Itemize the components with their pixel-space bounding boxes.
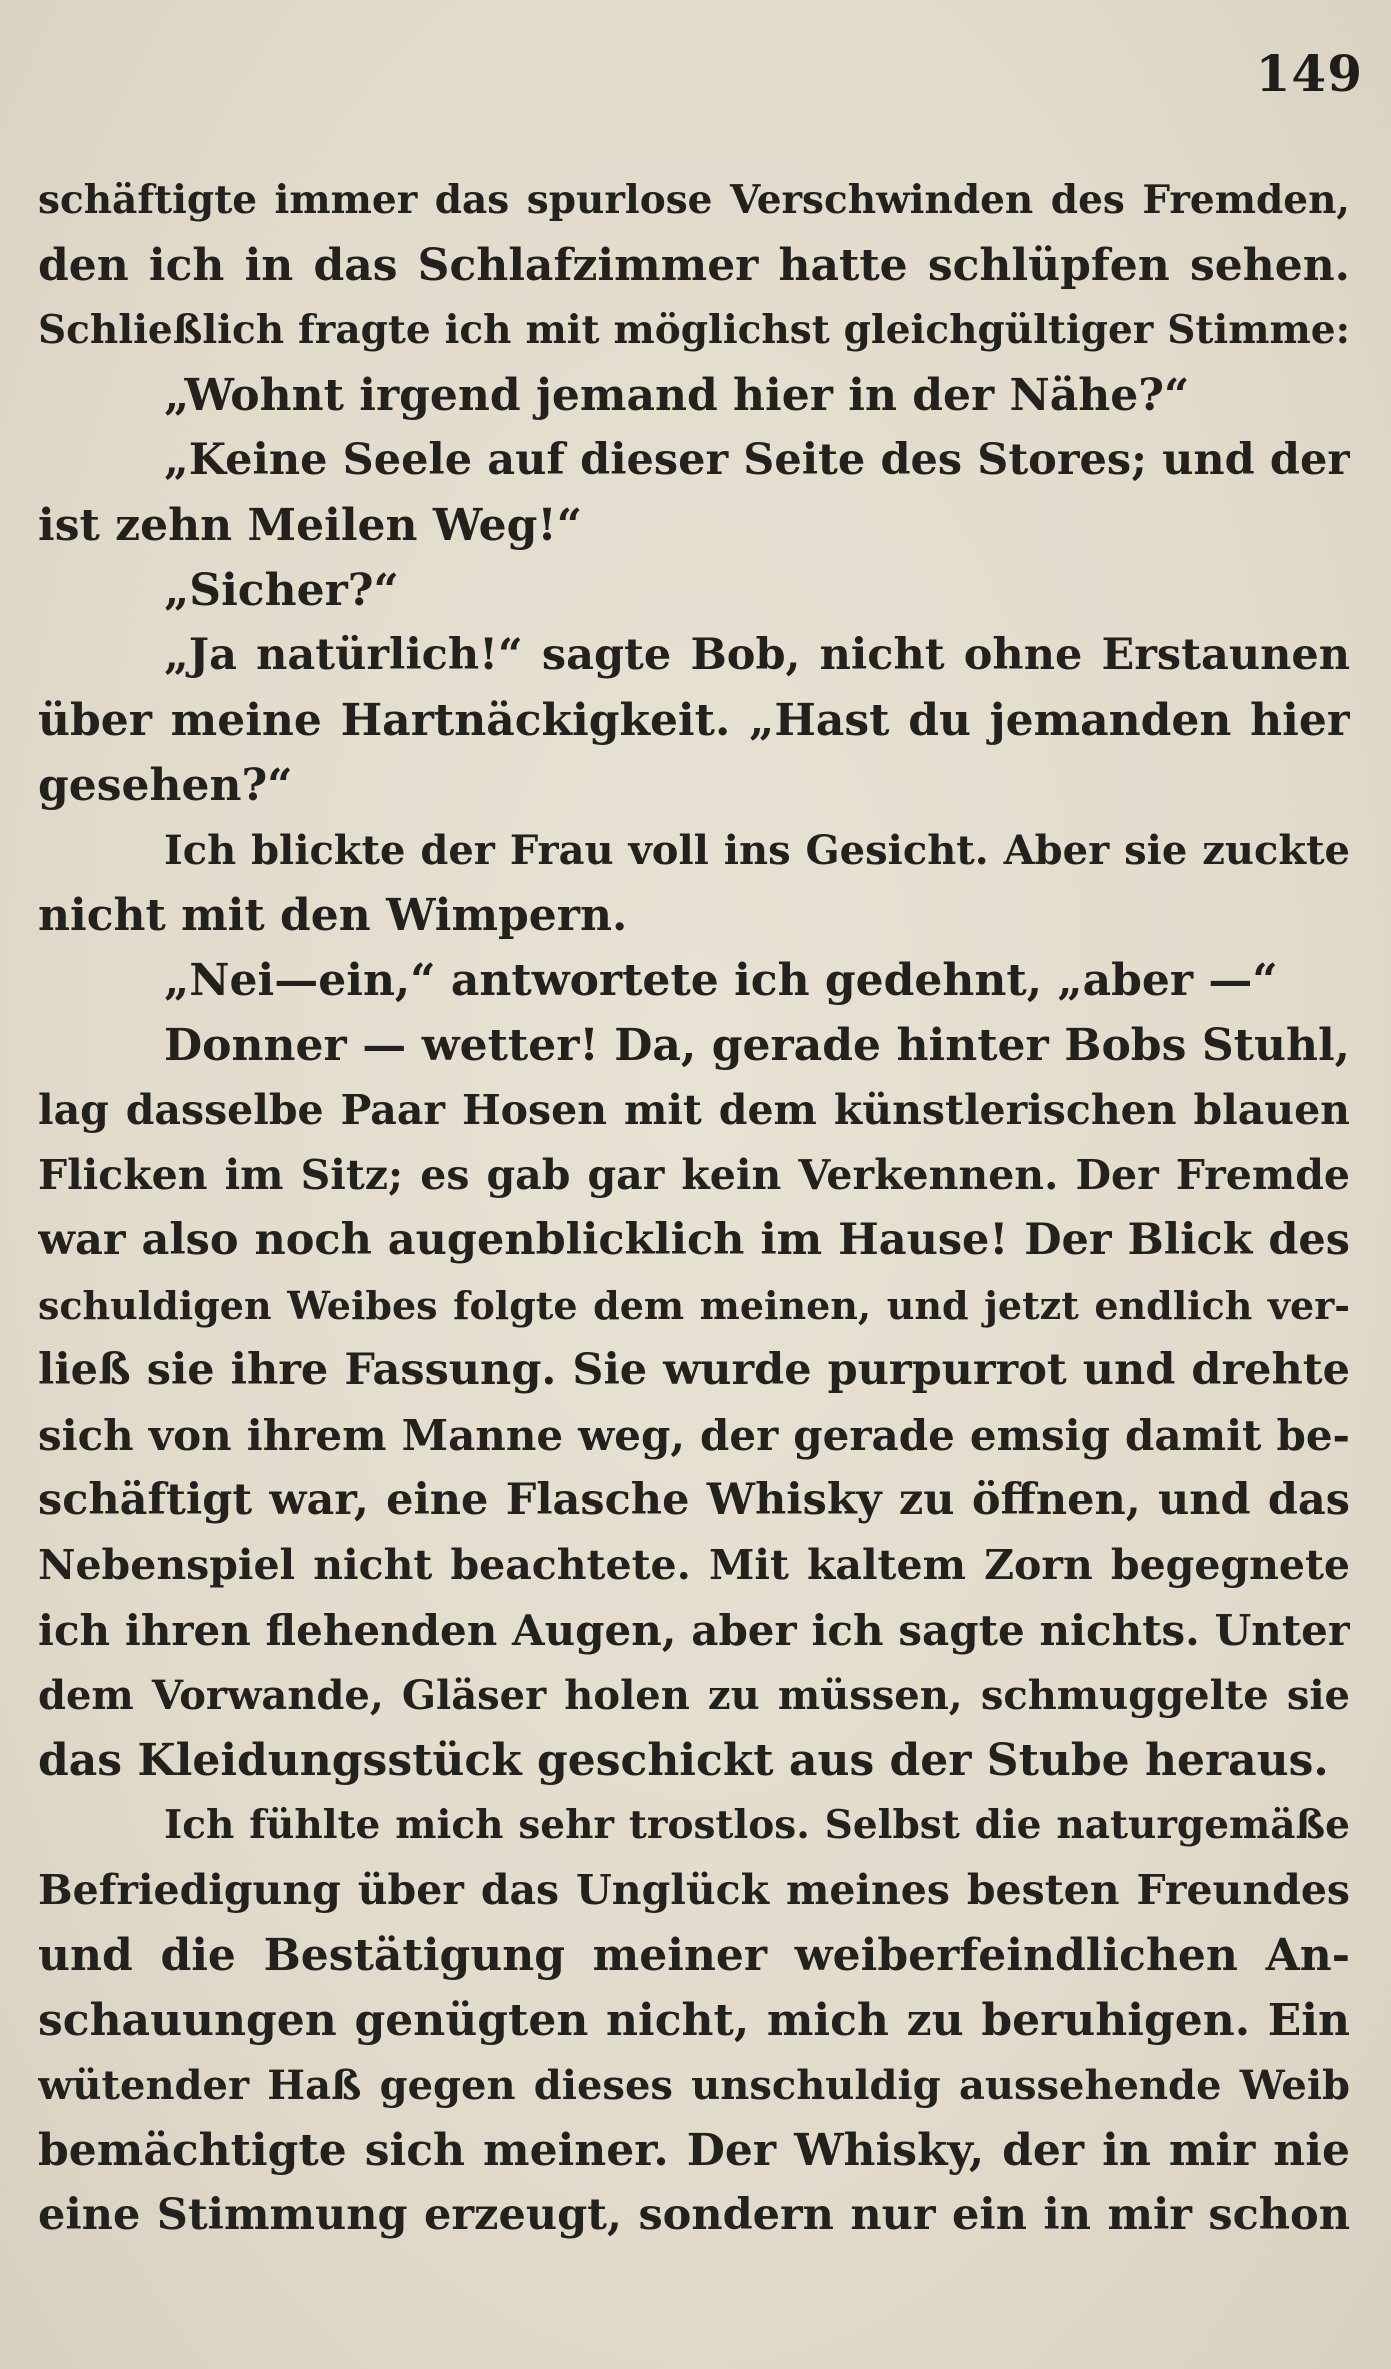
text-line: schauungen genügten nicht, mich zu beruhigen. Ein: [38, 1995, 1350, 2046]
text-line: schuldigen Weibes folgte dem meinen, und jetzt endlich ver-: [38, 1283, 1350, 1328]
text-line: Ich blickte der Frau voll ins Gesicht. Aber sie zuckte: [164, 827, 1350, 874]
text-line: „Ja natürlich!“ sagte Bob, nicht ohne Erstaunen: [164, 630, 1350, 680]
text-line: Ich fühlte mich sehr trostlos. Selbst die naturgemäße: [164, 1802, 1350, 1848]
text-line: Schließlich fragte ich mit möglichst gleichgültiger Stimme:: [38, 307, 1350, 353]
text-line: sich von ihrem Manne weg, der gerade emsig damit be-: [38, 1411, 1350, 1460]
text-line: wütender Haß gegen dieses unschuldig aussehende Weib: [38, 2062, 1350, 2109]
text-line: Nebenspiel nicht beachtete. Mit kaltem Zorn begegnete: [38, 1541, 1350, 1589]
body-text: [38, 168, 1350, 2248]
text-line: ich ihren flehenden Augen, aber ich sagte nichts. Unter: [38, 1606, 1350, 1655]
text-line: „Nei—ein,“ antwortete ich gedehnt, „aber —“: [164, 955, 1278, 1006]
text-line: ließ sie ihre Fassung. Sie wurde purpurrot und drehte: [38, 1345, 1350, 1395]
text-line: schäftigt war, eine Flasche Whisky zu öffnen, und das: [38, 1475, 1350, 1525]
text-line: und die Bestätigung meiner weiberfeindlichen An-: [38, 1930, 1350, 1981]
text-line: das Kleidungsstück geschickt aus der Stube heraus.: [38, 1735, 1329, 1786]
text-line: den ich in das Schlafzimmer hatte schlüpfen sehen.: [38, 240, 1350, 291]
text-line: ist zehn Meilen Weg!“: [38, 500, 583, 551]
text-line: nicht mit den Wimpern.: [38, 890, 628, 941]
text-line: bemächtigte sich meiner. Der Whisky, der in mir nie: [38, 2125, 1350, 2176]
text-line: eine Stimmung erzeugt, sondern nur ein in mir schon: [38, 2190, 1350, 2240]
text-line: gesehen?“: [38, 760, 293, 811]
text-line: lag dasselbe Paar Hosen mit dem künstlerischen blauen: [38, 1086, 1350, 1134]
text-line: „Wohnt irgend jemand hier in der Nähe?“: [164, 370, 1190, 421]
text-line: Befriedigung über das Unglück meines besten Freundes: [38, 1866, 1350, 1914]
page-number: 149: [1255, 44, 1363, 103]
text-line: über meine Hartnäckigkeit. „Hast du jemanden hier: [38, 695, 1350, 746]
text-line: „Sicher?“: [164, 565, 399, 616]
text-line: schäftigte immer das spurlose Verschwinden des Fremden,: [38, 177, 1350, 223]
text-line: dem Vorwande, Gläser holen zu müssen, schmuggelte sie: [38, 1672, 1350, 1719]
text-line: Donner — wetter! Da, gerade hinter Bobs Stuhl,: [164, 1020, 1350, 1071]
text-line: war also noch augenblicklich im Hause! Der Blick des: [38, 1215, 1350, 1265]
text-line: Flicken im Sitz; es gab gar kein Verkennen. Der Fremde: [38, 1151, 1350, 1199]
text-line: „Keine Seele auf dieser Seite des Stores; und der: [164, 435, 1350, 485]
